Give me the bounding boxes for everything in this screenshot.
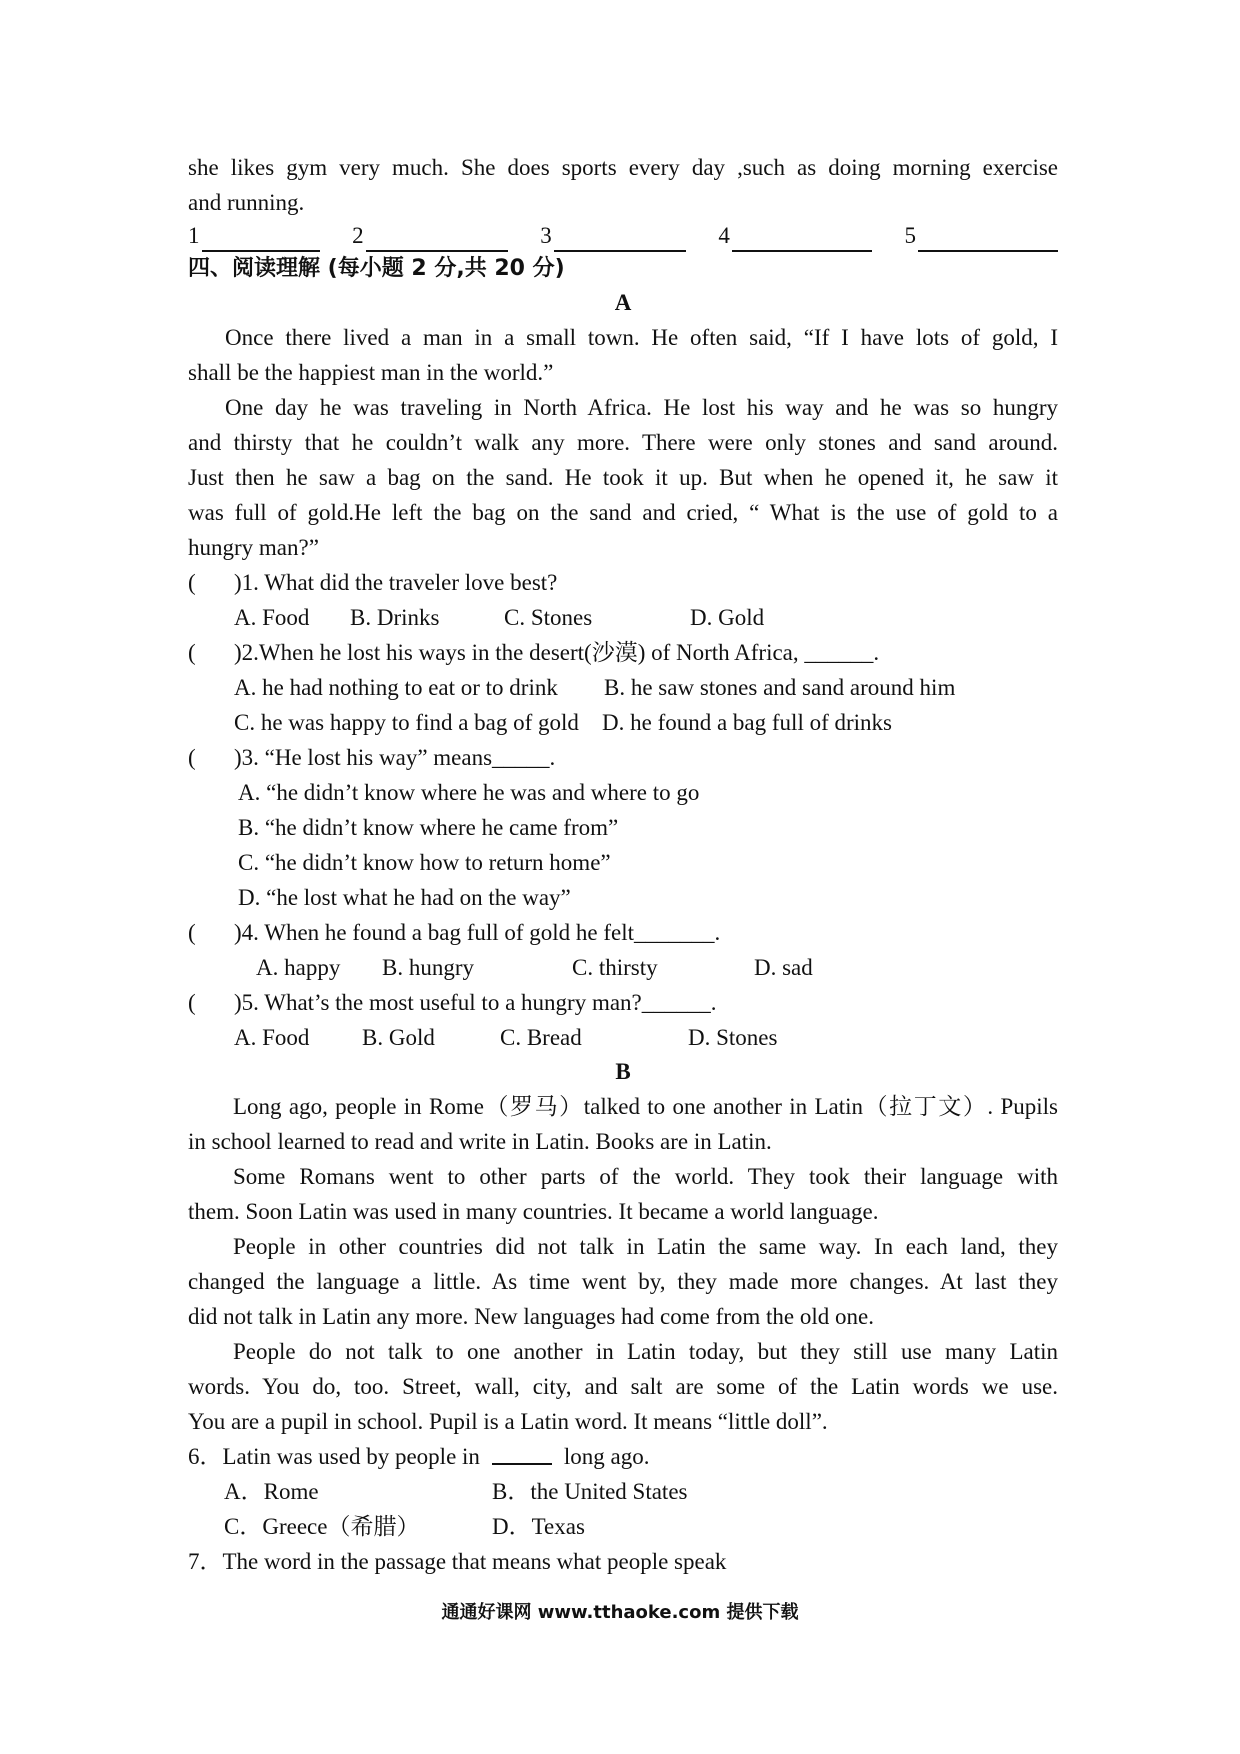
question-3: [188, 740, 1058, 775]
question-stem: Latin was used by people in: [222, 1444, 480, 1469]
question-3-option-d: [188, 880, 1058, 915]
question-4-options: [188, 950, 1058, 985]
question-stem-end: long ago.: [563, 1444, 650, 1469]
question-number: 7．: [188, 1549, 223, 1574]
paragraph-line: changed the language a little. As time went by, they made more changes. At last they: [188, 1269, 1058, 1294]
option-a[interactable]: A. he had nothing to eat or to drink: [234, 675, 558, 700]
blank-underline: [732, 226, 872, 252]
option-d[interactable]: D. sad: [754, 955, 813, 980]
option-c[interactable]: C. thirsty: [572, 955, 658, 980]
paragraph-line: and running.: [188, 190, 305, 215]
section-heading: 四、阅读理解 (每小题 2 分,共 20 分): [188, 256, 565, 281]
paragraph-line: and thirsty that he couldn’t walk any more. There were only stones and sand around.: [188, 430, 1058, 455]
exam-page: [188, 150, 1058, 1579]
question-3-option-c: [188, 845, 1058, 880]
option-d[interactable]: D．Texas: [492, 1514, 585, 1539]
paragraph-line: hungry man?”: [188, 535, 319, 560]
blank-underline: [918, 226, 1058, 252]
option-a[interactable]: A. Food: [234, 1025, 310, 1050]
blank-number: 1: [188, 223, 200, 248]
option-a[interactable]: A．Rome: [224, 1479, 319, 1504]
option-b[interactable]: B. “he didn’t know where he came from”: [238, 815, 619, 840]
answer-blank-3[interactable]: [540, 220, 686, 252]
answer-bracket[interactable]: (: [188, 570, 196, 595]
question-6: [188, 1439, 1058, 1474]
question-stem: )2.When he lost his ways in the desert(沙漠) of North Africa, ______.: [234, 640, 880, 665]
paragraph-line: People do not talk to one another in Latin today, but they still use many Latin: [233, 1339, 1058, 1364]
option-b[interactable]: B．the United States: [492, 1479, 688, 1504]
answer-blank-1[interactable]: [188, 220, 320, 252]
paragraph-line: was full of gold.He left the bag on the sand and cried, “ What is the use of gold to a: [188, 500, 1058, 525]
answer-bracket[interactable]: (: [188, 745, 196, 770]
question-2: [188, 635, 1058, 670]
answer-bracket[interactable]: (: [188, 640, 196, 665]
question-5: [188, 985, 1058, 1020]
option-d[interactable]: D. “he lost what he had on the way”: [238, 885, 571, 910]
blank-underline: [366, 226, 508, 252]
question-6-options-row-2: [188, 1509, 1058, 1544]
question-stem: The word in the passage that means what people speak: [222, 1549, 727, 1574]
passage-title: A: [614, 290, 632, 315]
paragraph-line: Some Romans went to other parts of the world. They took their language with: [233, 1164, 1058, 1189]
option-b[interactable]: B. Gold: [362, 1025, 435, 1050]
option-a[interactable]: A. “he didn’t know where he was and where to go: [238, 780, 700, 805]
paragraph-line: You are a pupil in school. Pupil is a Latin word. It means “little doll”.: [188, 1409, 828, 1434]
page-footer: 通通好课网 www.tthaoke.com 提供下载: [441, 1602, 799, 1623]
option-c[interactable]: C. Bread: [500, 1025, 582, 1050]
option-a[interactable]: A. happy: [256, 955, 341, 980]
blank-number: 2: [352, 223, 364, 248]
blank-underline: [554, 226, 686, 252]
answer-bracket[interactable]: (: [188, 920, 196, 945]
paragraph-line: Once there lived a man in a small town. He often said, “If I have lots of gold, I: [225, 325, 1058, 350]
question-7: [188, 1544, 1058, 1579]
option-b[interactable]: B. Drinks: [350, 605, 440, 630]
question-stem: )5. What’s the most useful to a hungry man?______.: [234, 990, 717, 1015]
question-number: 6．: [188, 1444, 223, 1469]
answer-blank-2[interactable]: [352, 220, 508, 252]
question-stem: )1. What did the traveler love best?: [234, 570, 558, 595]
question-2-options-row-2: [188, 705, 1058, 740]
option-a[interactable]: A. Food: [234, 605, 310, 630]
answer-blank[interactable]: [492, 1439, 552, 1465]
question-1-options: [188, 600, 1058, 635]
paragraph-line: did not talk in Latin any more. New languages had come from the old one.: [188, 1304, 874, 1329]
paragraph-line: them. Soon Latin was used in many countries. It became a world language.: [188, 1199, 879, 1224]
answer-blank-4[interactable]: [718, 220, 872, 252]
question-6-options-row-1: [188, 1474, 1058, 1509]
blank-number: 5: [904, 223, 916, 248]
blank-number: 4: [718, 223, 730, 248]
question-1: [188, 565, 1058, 600]
question-2-options-row-1: [188, 670, 1058, 705]
option-d[interactable]: D. Gold: [690, 605, 765, 630]
option-d[interactable]: D. Stones: [688, 1025, 778, 1050]
option-b[interactable]: B. hungry: [382, 955, 474, 980]
answer-bracket[interactable]: (: [188, 990, 196, 1015]
paragraph-line: she likes gym very much. She does sports every day ,such as doing morning exercise: [188, 155, 1058, 180]
question-5-options: [188, 1020, 1058, 1055]
option-c[interactable]: C. “he didn’t know how to return home”: [238, 850, 611, 875]
blank-number: 3: [540, 223, 552, 248]
answer-blanks: [188, 220, 1058, 252]
paragraph-line: shall be the happiest man in the world.”: [188, 360, 554, 385]
option-c[interactable]: C. Stones: [504, 605, 593, 630]
paragraph-line: One day he was traveling in North Africa. He lost his way and he was so hungry: [225, 395, 1058, 420]
question-3-option-a: [188, 775, 1058, 810]
option-d[interactable]: D. he found a bag full of drinks: [602, 710, 892, 735]
paragraph-line: Long ago, people in Rome（罗马）talked to one another in Latin（拉丁文）. Pupils: [233, 1094, 1058, 1119]
question-stem: )4. When he found a bag full of gold he felt_______.: [234, 920, 721, 945]
paragraph-line: words. You do, too. Street, wall, city, and salt are some of the Latin words we use.: [188, 1374, 1058, 1399]
option-b[interactable]: B. he saw stones and sand around him: [604, 675, 956, 700]
blank-underline: [202, 226, 320, 252]
paragraph-line: Just then he saw a bag on the sand. He took it up. But when he opened it, he saw it: [188, 465, 1058, 490]
paragraph-line: in school learned to read and write in Latin. Books are in Latin.: [188, 1129, 772, 1154]
passage-title: B: [615, 1059, 631, 1084]
question-3-option-b: [188, 810, 1058, 845]
paragraph-line: People in other countries did not talk in Latin the same way. In each land, they: [233, 1234, 1058, 1259]
option-c[interactable]: C．Greece（希腊）: [224, 1514, 420, 1539]
option-c[interactable]: C. he was happy to find a bag of gold: [234, 710, 579, 735]
answer-blank-5[interactable]: [905, 220, 1059, 252]
question-stem: )3. “He lost his way” means_____.: [234, 745, 556, 770]
question-4: [188, 915, 1058, 950]
